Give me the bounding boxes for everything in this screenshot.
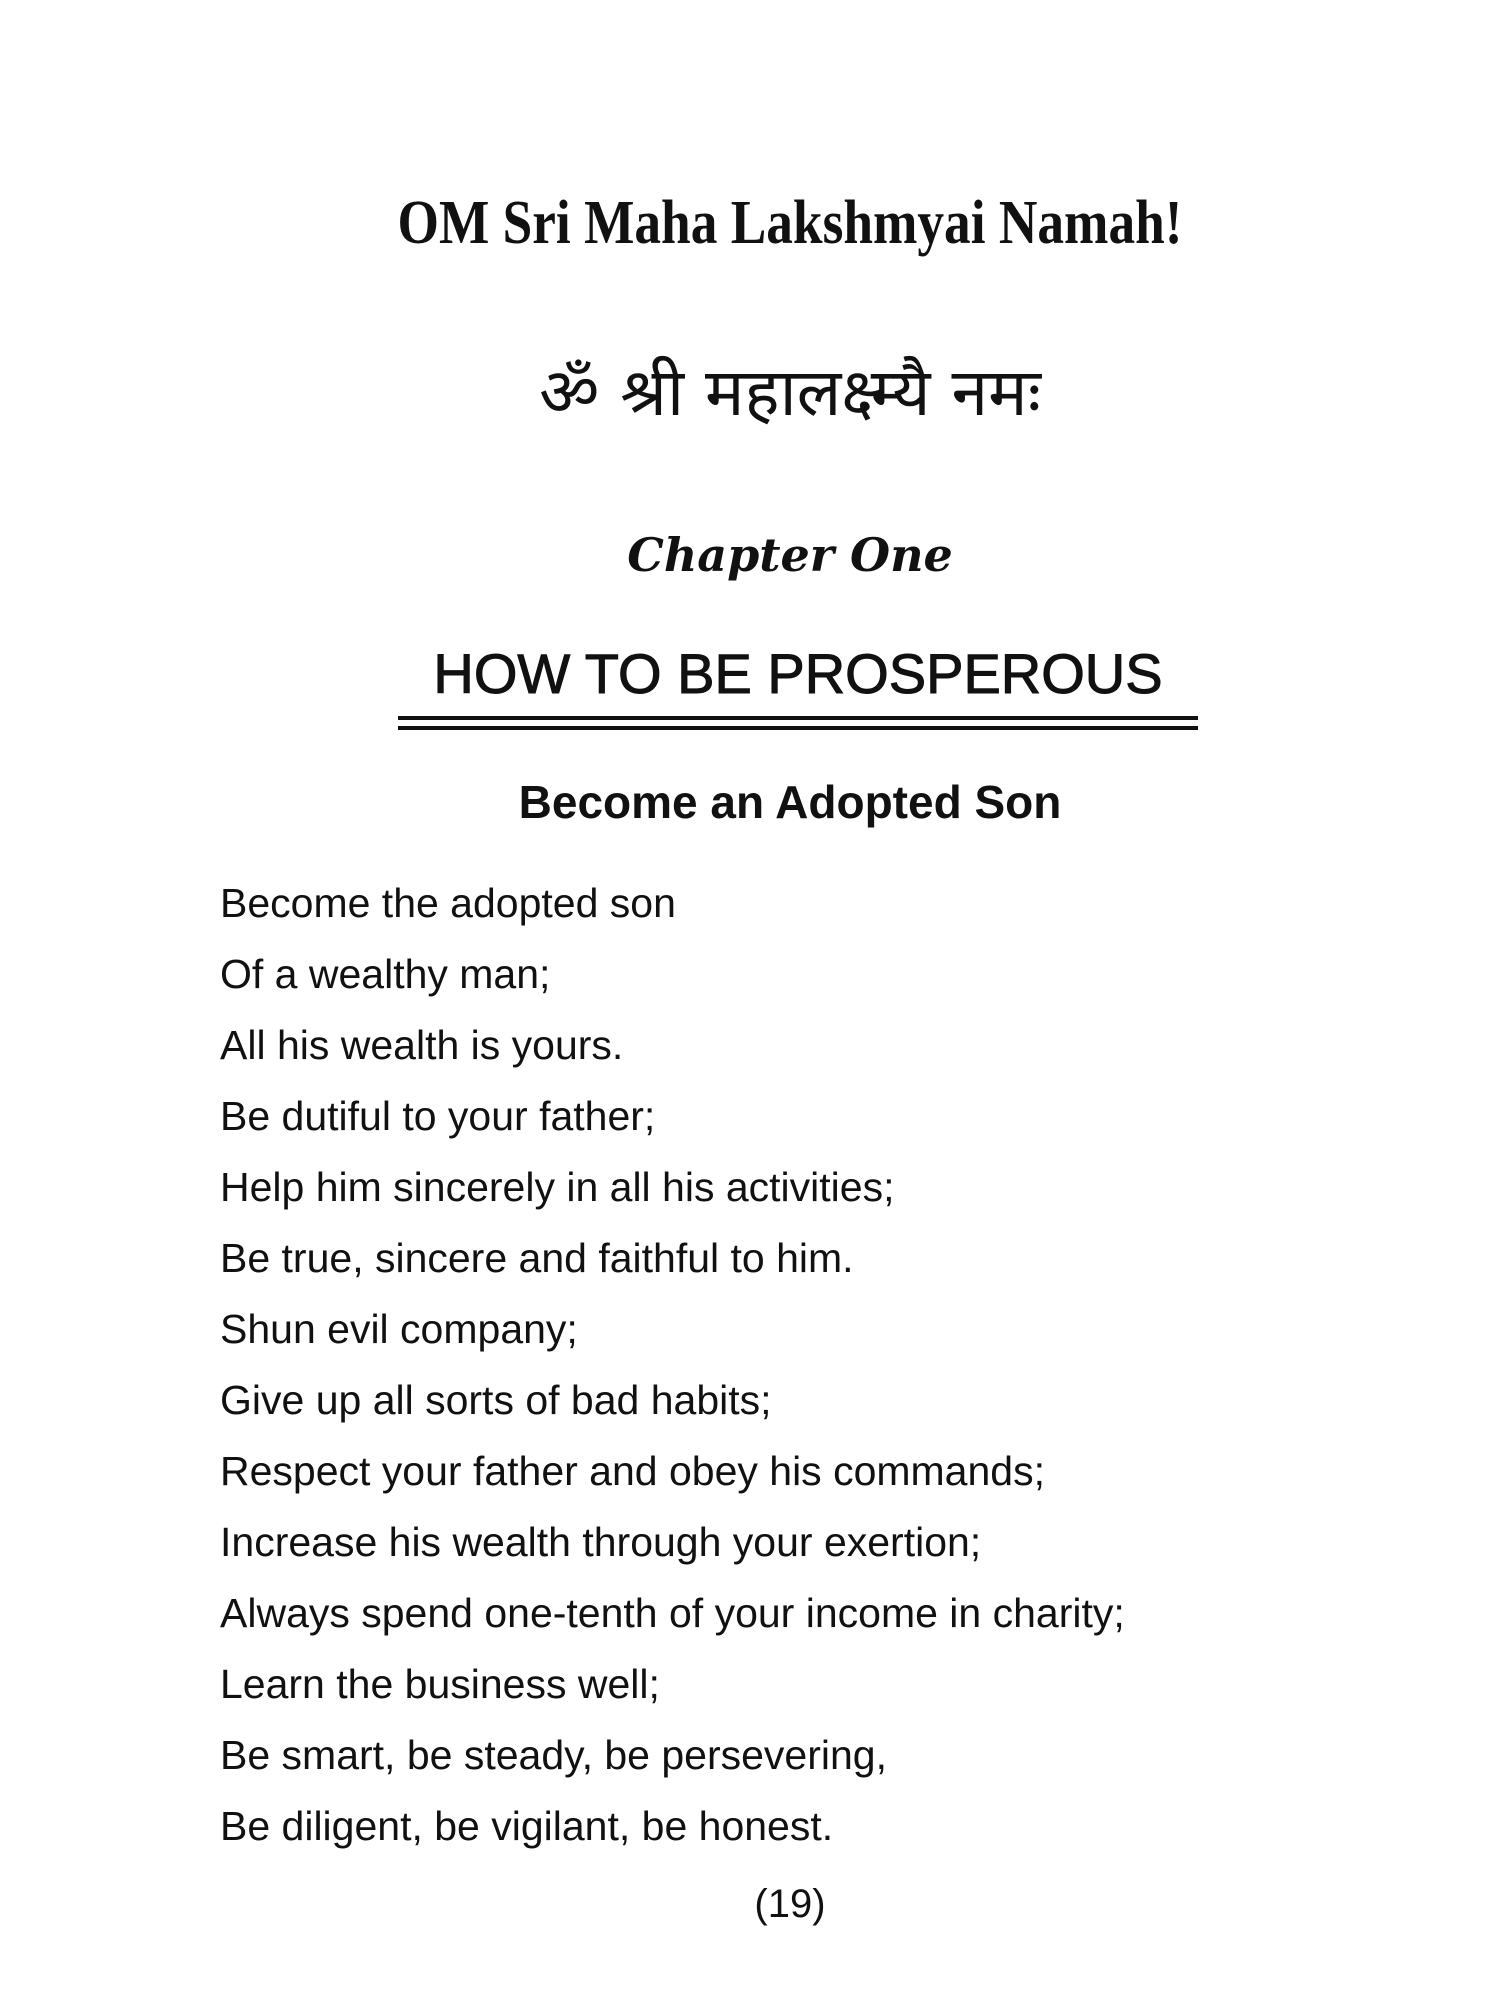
poem-line: Be dutiful to your father; [220,1093,656,1139]
poem-line: Be true, sincere and faithful to him. [220,1235,854,1281]
poem-line: Always spend one-tenth of your income in charity; [220,1590,1125,1636]
page-number: (19) [754,1882,826,1926]
poem-line: Of a wealthy man; [220,951,551,997]
title-underline [398,716,1198,720]
poem-line: Give up all sorts of bad habits; [220,1377,772,1423]
sanskrit-invocation: ॐ श्री महालक्ष्म्यै नमः [539,354,1041,431]
invocation-heading: OM Sri Maha Lakshmyai Namah! [397,189,1183,257]
title-double-underline [398,726,1198,730]
chapter-title-block [398,642,1198,730]
poem-line: Be diligent, be vigilant, be honest. [220,1803,834,1849]
chapter-title: HOW TO BE PROSPEROUS [433,642,1163,705]
poem-line: Help him sincerely in all his activities; [220,1164,895,1210]
poem-line: All his wealth is yours. [220,1022,624,1068]
poem-line: Become the adopted son [220,880,676,926]
poem-line: Respect your father and obey his commands; [220,1448,1045,1494]
section-heading: Become an Adopted Son [518,776,1062,828]
poem-line: Increase his wealth through your exertion; [220,1519,982,1565]
poem-lines [220,868,1125,1862]
chapter-label: Chapter One [627,528,953,582]
poem-line: Learn the business well; [220,1661,660,1707]
poem-line: Be smart, be steady, be persevering, [220,1732,887,1778]
poem-line: Shun evil company; [220,1306,578,1352]
